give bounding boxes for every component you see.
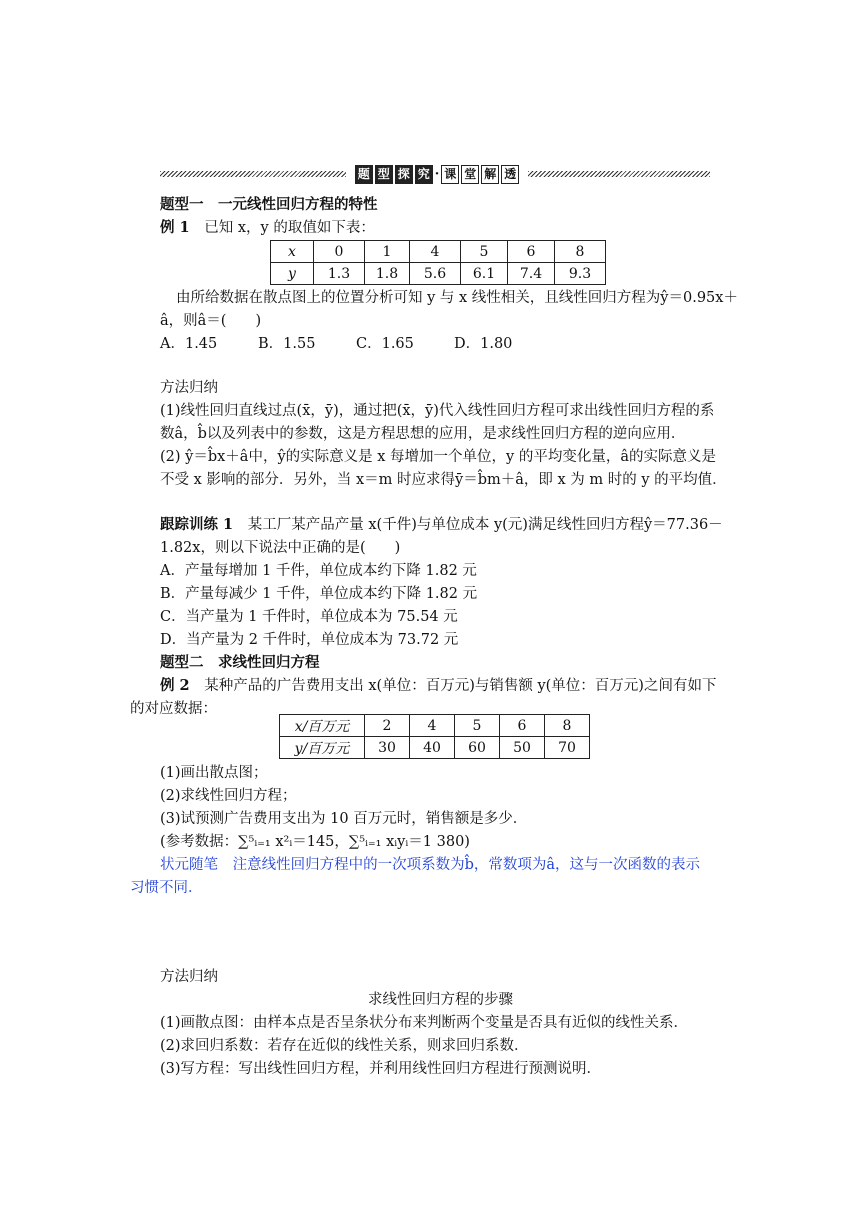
banner-hatch-right (528, 171, 710, 177)
table-cell: 6 (500, 715, 545, 737)
study-note-label: 状元随笔 (160, 857, 218, 873)
example2-prompt (160, 675, 716, 697)
table-cell: 8 (545, 715, 590, 737)
example2-line1: 某种产品的广告费用支出 x(单位：百万元)与销售额 y(单位：百万元)之间有如下 (204, 678, 717, 694)
method2-step1: (1)画散点图：由样本点是否呈条状分布来判断两个变量是否具有近似的线性关系． (160, 1015, 689, 1031)
study-note-line1: 注意线性回归方程中的一次项系数为b̂，常数项为â，这与一次函数的表示 (232, 857, 701, 873)
table-cell: x (271, 241, 314, 263)
example2-line2: 的对应数据： (130, 701, 217, 717)
banner-char: 课 (441, 165, 459, 184)
example2-q3: (3)试预测广告费用支出为 10 百万元时，销售额是多少． (160, 811, 528, 827)
table-cell: 1 (365, 241, 410, 263)
practice1-option-c: C．当产量为 1 千件时，单位成本为 75.54 元 (160, 609, 458, 625)
study-note (160, 854, 700, 876)
table-cell: 40 (410, 737, 455, 759)
table-cell: 4 (410, 241, 461, 263)
method1-heading: 方法归纳 (160, 380, 218, 396)
example2-q2: (2)求线性回归方程； (160, 788, 297, 804)
table-cell: 30 (365, 737, 410, 759)
example1-label: 例 1 (160, 219, 190, 236)
example1-table (270, 240, 606, 285)
table-cell: y (271, 263, 314, 285)
table-row (271, 263, 606, 285)
banner-char: 解 (481, 165, 499, 184)
method2-step3: (3)写方程：写出线性回归方程，并利用线性回归方程进行预测说明． (160, 1061, 602, 1077)
table-cell: 4 (410, 715, 455, 737)
reference-sum-products: ∑⁵ᵢ₌₁ xᵢyᵢ＝1 380) (348, 834, 470, 850)
banner-char: 堂 (461, 165, 479, 184)
example1-question-line1: 由所给数据在散点图上的位置分析可知 y 与 x 线性相关，且线性回归方程为ŷ＝0.95x＋ (176, 290, 738, 306)
table-cell: 5 (461, 241, 508, 263)
example1-question-line2: â，则â＝( ) (160, 313, 262, 329)
table-cell: 70 (545, 737, 590, 759)
study-note-line2: 习惯不同． (130, 880, 203, 896)
reference-sum-squares: ∑⁵ᵢ₌₁ x²ᵢ＝145， (238, 834, 349, 850)
example2-table (279, 714, 590, 759)
banner-char: 究 (415, 165, 433, 184)
practice1-line1: 某工厂某产品产量 x(千件)与单位成本 y(元)满足线性回归方程ŷ＝77.36－ (247, 517, 723, 533)
practice1-question (160, 514, 723, 536)
method2-heading: 方法归纳 (160, 969, 218, 985)
practice1-line2: 1.82x，则以下说法中正确的是( ) (160, 540, 401, 556)
table-cell: 60 (455, 737, 500, 759)
table-cell: 1.3 (314, 263, 365, 285)
option-b: B．1.55 (258, 336, 316, 352)
option-d: D．1.80 (454, 336, 513, 352)
example1-options (160, 333, 512, 355)
table-cell: 1.8 (365, 263, 410, 285)
practice1-option-b: B．产量每减少 1 千件，单位成本约下降 1.82 元 (160, 586, 478, 602)
method1-p2-line2: 不受 x 影响的部分．另外，当 x＝m 时应求得ȳ＝b̂m＋â，即 x 为 m 时的 y 的平均值． (160, 472, 727, 488)
banner-title (352, 164, 522, 184)
table-cell: 6.1 (461, 263, 508, 285)
banner-dot: · (434, 166, 440, 182)
table-cell: 5.6 (410, 263, 461, 285)
table-row (280, 715, 590, 737)
example2-reference (160, 831, 470, 853)
example1-text: 已知 x，y 的取值如下表： (204, 220, 375, 236)
practice1-option-d: D．当产量为 2 千件时，单位成本为 73.72 元 (160, 632, 459, 648)
section-banner (160, 164, 710, 184)
section1-title: 题型一 一元线性回归方程的特性 (160, 197, 378, 213)
method1-p1-line2: 数â，b̂以及列表中的参数，这是方程思想的应用，是求线性回归方程的逆向应用． (160, 426, 686, 442)
table-row (280, 737, 590, 759)
method2-step2: (2)求回归系数：若存在近似的线性关系，则求回归系数． (160, 1038, 529, 1054)
banner-char: 题 (355, 165, 373, 184)
table-cell: 2 (365, 715, 410, 737)
table-cell: 50 (500, 737, 545, 759)
practice1-option-a: A．产量每增加 1 千件，单位成本约下降 1.82 元 (160, 563, 477, 579)
option-a: A．1.45 (160, 336, 218, 352)
banner-char: 透 (501, 165, 519, 184)
banner-char: 探 (395, 165, 413, 184)
table-cell: 5 (455, 715, 500, 737)
table-row (271, 241, 606, 263)
table-cell: 6 (508, 241, 555, 263)
table-cell: 0 (314, 241, 365, 263)
method2-subtitle: 求线性回归方程的步骤 (368, 992, 513, 1008)
banner-hatch-left (160, 171, 346, 177)
example2-label: 例 2 (160, 677, 190, 694)
table-cell: 9.3 (555, 263, 606, 285)
banner-char: 型 (375, 165, 393, 184)
option-c: C．1.65 (356, 336, 414, 352)
table-cell: 7.4 (508, 263, 555, 285)
example1-prompt (160, 217, 375, 239)
reference-prefix: (参考数据： (160, 834, 239, 850)
table-cell: x/百万元 (280, 715, 365, 737)
table-cell: 8 (555, 241, 606, 263)
section2-title: 题型二 求线性回归方程 (160, 655, 320, 671)
table-cell: y/百万元 (280, 737, 365, 759)
method1-p1-line1: (1)线性回归直线过点(x̄，ȳ)，通过把(x̄，ȳ)代入线性回归方程可求出线性回归方程的系 (160, 403, 715, 419)
practice1-label: 跟踪训练 1 (160, 516, 234, 533)
method1-p2-line1: (2) ŷ＝b̂x＋â中，ŷ的实际意义是 x 每增加一个单位，y 的平均变化量，â的实际意义是 (160, 449, 716, 465)
example2-q1: (1)画出散点图； (160, 765, 268, 781)
